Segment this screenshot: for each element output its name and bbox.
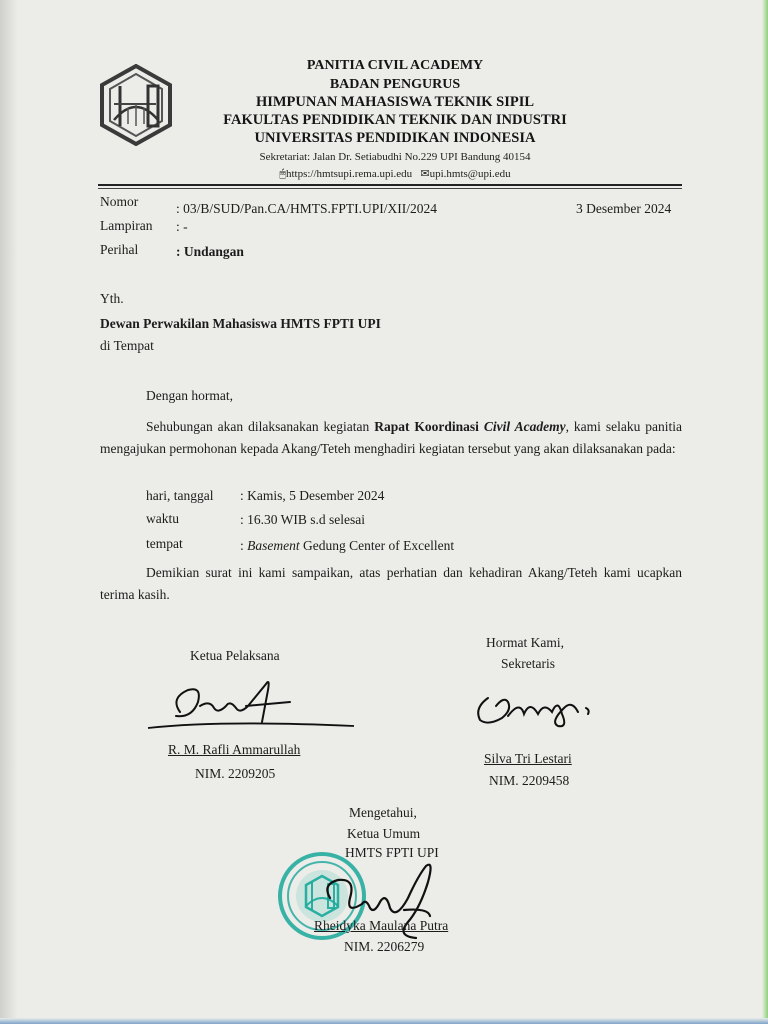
letterhead-board: BADAN PENGURUS [329, 77, 461, 92]
letterhead-contact [200, 167, 590, 181]
letterhead-divider-thin [98, 188, 682, 189]
right-signer-nim: NIM. 2209458 [489, 773, 570, 788]
perihal-label: Perihal [100, 242, 139, 257]
acknowledged-label: Mengetahui, [349, 805, 417, 820]
email-link[interactable]: upi.hmts@upi.edu [429, 168, 511, 180]
detail-value-time: : 16.30 WIB s.d selesai [240, 512, 365, 527]
paragraph-closing: Demikian surat ini kami sampaikan, atas perhatian dan kehadiran Akang/Teteh kami ucapkan terima kasih. [100, 565, 682, 602]
right-closing-greeting: Hormat Kami, [486, 635, 564, 650]
perihal-value: : Undangan [176, 244, 244, 259]
himpunan-logo-icon [100, 64, 172, 146]
recipient-place: di Tempat [100, 338, 154, 353]
left-signer-nim: NIM. 2209205 [195, 766, 276, 781]
right-signer-name: Silva Tri Lestari [484, 751, 572, 766]
paragraph-request: Sehubungan akan dilaksanakan kegiatan Rapat Koordinasi Civil Academy, kami selaku panitia mengajukan permohonan kepada Akang/Teteh menghadiri kegiatan tersebut yang akan dilaksanakan pada: [100, 419, 683, 456]
detail-value-date: : Kamis, 5 Desember 2024 [240, 488, 385, 503]
letterhead-faculty: FAKULTAS PENDIDIKAN TEKNIK DAN INDUSTRI [223, 112, 567, 128]
envelope-icon: ✉ [420, 168, 430, 180]
right-signer-title: Sekretaris [501, 656, 555, 671]
center-signer-name: Rheidyka Maulana Putra [314, 918, 449, 933]
letterhead-committee: PANITIA CIVIL ACADEMY [306, 58, 484, 73]
letter-date: 3 Desember 2024 [576, 201, 672, 216]
letterhead-address: Sekretariat: Jalan Dr. Setiabudhi No.229 UPI Bandung 40154 [259, 151, 531, 163]
letterhead-university: UNIVERSITAS PENDIDIKAN INDONESIA [254, 130, 536, 146]
lampiran-label: Lampiran [100, 218, 153, 233]
salutation: Yth. [100, 291, 124, 306]
greeting: Dengan hormat, [146, 388, 233, 403]
letterhead-divider [98, 184, 682, 186]
recipient-name: Dewan Perwakilan Mahasiswa HMTS FPTI UPI [100, 316, 381, 331]
center-signer-title: Ketua Umum [347, 826, 421, 841]
left-signer-name: R. M. Rafli Ammarullah [168, 742, 301, 757]
detail-value-place: : Basement Gedung Center of Excellent [240, 538, 455, 553]
web-icon: 🖱︎ [279, 168, 286, 180]
scan-shadow-left [0, 0, 18, 1024]
signature-left [140, 676, 360, 741]
detail-label-time: waktu [146, 511, 179, 526]
scan-edge-right [762, 0, 768, 1024]
letterhead-association: HIMPUNAN MAHASISWA TEKNIK SIPIL [255, 94, 535, 110]
center-signer-org: HMTS FPTI UPI [345, 845, 439, 860]
nomor-label: Nomor [100, 194, 139, 209]
nomor-value: : 03/B/SUD/Pan.CA/HMTS.FPTI.UPI/XII/2024 [176, 201, 438, 216]
left-signer-title: Ketua Pelaksana [190, 648, 280, 663]
center-signer-nim: NIM. 2206279 [344, 939, 425, 954]
detail-label-place: tempat [146, 536, 183, 551]
lampiran-value: : - [176, 219, 188, 234]
detail-label-date: hari, tanggal [146, 488, 214, 503]
website-link[interactable]: https://hmtsupi.rema.upi.edu [285, 168, 413, 180]
scan-edge-bottom [0, 1018, 768, 1024]
signature-right [468, 680, 608, 735]
